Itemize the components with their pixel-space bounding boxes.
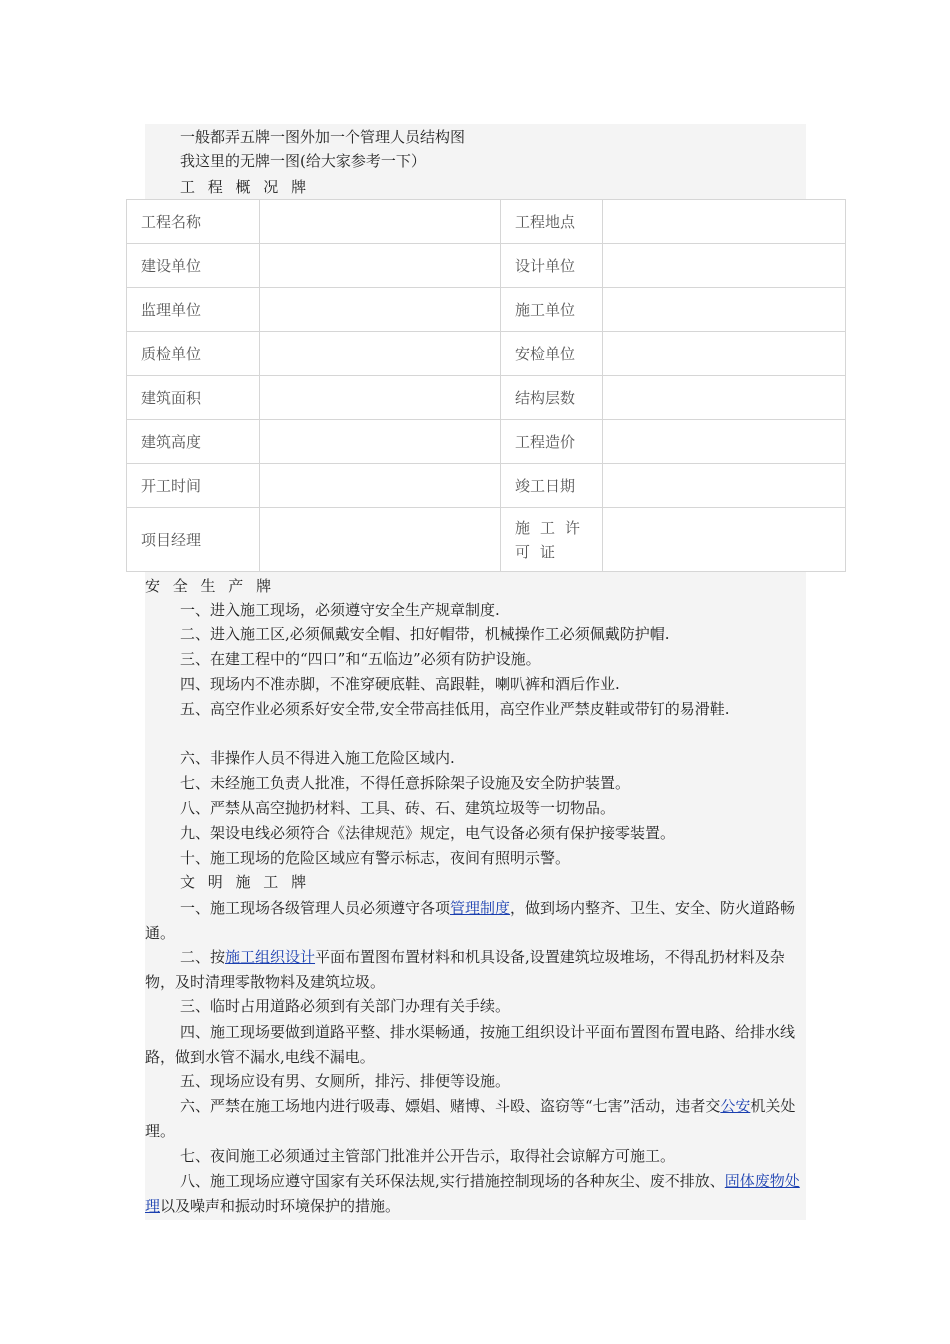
civil-item [145, 945, 809, 994]
table-value-cell [260, 200, 501, 244]
civil-item [145, 896, 809, 945]
table-label-cell: 建筑面积 [127, 376, 260, 420]
table-label-cell: 工程地点 [501, 200, 603, 244]
permit-label: 施工许可证 [515, 518, 591, 561]
safety-item: 九、架设电线必须符合《法律规范》规定，电气设备必须有保护接零装置。 [180, 824, 676, 842]
safety-item: 十、施工现场的危险区域应有警示标志，夜间有照明示警。 [180, 849, 571, 867]
table-label-cell: 施工单位 [501, 288, 603, 332]
table-value-cell [603, 420, 846, 464]
table-label-cell: 结构层数 [501, 376, 603, 420]
civil-item: 五、现场应设有男、女厕所，排污、排便等设施。 [180, 1072, 511, 1090]
table-row [127, 508, 846, 572]
table-label-cell: 安检单位 [501, 332, 603, 376]
civil-item [145, 1169, 809, 1218]
civil-item-text: 机关处理。 [145, 1097, 796, 1140]
table-label-cell: 监理单位 [127, 288, 260, 332]
table-value-cell [603, 200, 846, 244]
safety-item: 五、高空作业必须系好安全带,安全带高挂低用，高空作业严禁皮鞋或带钉的易滑鞋. [180, 700, 730, 718]
civil-item: 三、临时占用道路必须到有关部门办理有关手续。 [180, 997, 511, 1015]
table-label-cell: 竣工日期 [501, 464, 603, 508]
table-value-cell [260, 288, 501, 332]
solid-waste-link[interactable]: 固体废物处理 [145, 1172, 800, 1215]
safety-item: 三、在建工程中的“四口”和“五临边”必须有防护设施。 [180, 650, 541, 668]
table-value-cell [260, 420, 501, 464]
public-security-link[interactable]: 公安 [720, 1097, 751, 1115]
civil-item-text: ，做到场内整齐、卫生、安全、防火道路畅通。 [145, 899, 796, 942]
table-row [127, 376, 846, 420]
table-value-cell [603, 464, 846, 508]
intro-line-1: 一般都弄五牌一图外加一个管理人员结构图 [180, 128, 466, 146]
table-label-cell: 质检单位 [127, 332, 260, 376]
table-value-cell [260, 332, 501, 376]
civil-item [145, 1094, 809, 1143]
civil-board-title: 文 明 施 工 牌 [180, 873, 311, 891]
safety-board-title: 安 全 生 产 牌 [145, 577, 276, 595]
table-label-cell: 开工时间 [127, 464, 260, 508]
table-row [127, 200, 846, 244]
civil-item-text: 二、按 [180, 948, 226, 966]
table-value-cell [603, 376, 846, 420]
table-value-cell [603, 244, 846, 288]
table-value-cell [603, 288, 846, 332]
table-label-cell: 工程名称 [127, 200, 260, 244]
civil-item: 七、夜间施工必须通过主管部门批准并公开告示，取得社会谅解方可施工。 [180, 1147, 676, 1165]
table-value-cell [603, 332, 846, 376]
safety-item: 七、未经施工负责人批准，不得任意拆除架子设施及安全防护装置。 [180, 774, 631, 792]
table-row [127, 288, 846, 332]
table-row [127, 244, 846, 288]
table-value-cell [260, 464, 501, 508]
management-system-link[interactable]: 管理制度 [450, 899, 511, 917]
table-row [127, 464, 846, 508]
construction-design-link[interactable]: 施工组织设计 [225, 948, 316, 966]
project-overview-table [126, 199, 846, 572]
table-label-cell: 建筑高度 [127, 420, 260, 464]
safety-item: 二、进入施工区,必须佩戴安全帽、扣好帽带，机械操作工必须佩戴防护帽. [180, 625, 670, 643]
table-row [127, 420, 846, 464]
civil-item-text: 八、施工现场应遵守国家有关环保法规,实行措施控制现场的各种灰尘、废不排放、 [180, 1172, 725, 1190]
table-label-cell: 设计单位 [501, 244, 603, 288]
overview-board-title: 工 程 概 况 牌 [180, 178, 311, 196]
safety-item: 四、现场内不准赤脚，不准穿硬底鞋、高跟鞋，喇叭裤和酒后作业. [180, 675, 620, 693]
table-label-cell: 项目经理 [127, 508, 260, 572]
table-label-cell [501, 508, 603, 572]
civil-item-text: 一、施工现场各级管理人员必须遵守各项 [180, 899, 451, 917]
intro-line-2: 我这里的无牌一图(给大家参考一下） [180, 152, 426, 170]
table-row [127, 332, 846, 376]
table-label-cell: 建设单位 [127, 244, 260, 288]
civil-item-text: 以及噪声和振动时环境保护的措施。 [160, 1196, 401, 1215]
civil-item-text: 六、严禁在施工场地内进行吸毒、嫖娼、赌博、斗殴、盗窃等“七害”活动，违者交 [180, 1097, 721, 1115]
table-value-cell [260, 244, 501, 288]
table-value-cell [260, 376, 501, 420]
safety-item: 一、进入施工现场，必须遵守安全生产规章制度. [180, 601, 500, 619]
safety-item: 八、严禁从高空抛扔材料、工具、砖、石、建筑垃圾等一切物品。 [180, 799, 616, 817]
table-label-cell: 工程造价 [501, 420, 603, 464]
table-value-cell [603, 508, 846, 572]
safety-item: 六、非操作人员不得进入施工危险区域内. [180, 749, 455, 767]
table-value-cell [260, 508, 501, 572]
civil-item: 四、施工现场要做到道路平整、排水渠畅通，按施工组织设计平面布置图布置电路、给排水线路，做到水管不漏水,电线不漏电。 [145, 1023, 796, 1066]
civil-item-text: 平面布置图布置材料和机具设备,设置建筑垃圾堆场，不得乱扔材料及杂物，及时清理零散物料及建筑垃圾。 [145, 948, 785, 991]
